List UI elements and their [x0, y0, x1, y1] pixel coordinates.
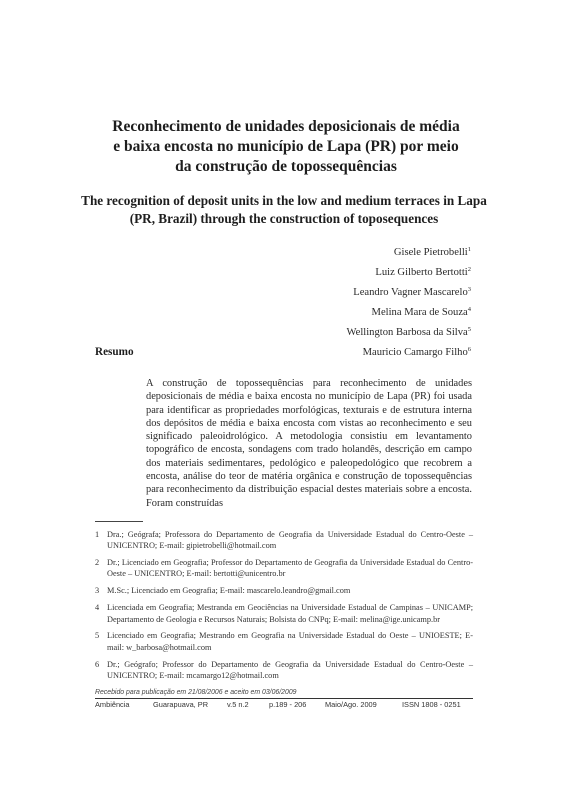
journal-date: Maio/Ago. 2009 — [325, 700, 377, 709]
footnote-text: Licenciada em Geografia; Mestranda em Geociências na Universidade Estadual de Campinas – UNICAMP; Departamento de Geologia e Recursos Naturais; Bolsista do CNPq; E-mail: melina@ige.unicamp.br — [107, 603, 473, 624]
journal-pages: p.189 - 206 — [269, 700, 307, 709]
journal-name: Ambiência — [95, 700, 130, 709]
received-date-note: Recebido para publicação em 21/08/2006 e aceito em 03/06/2009 — [95, 689, 297, 696]
footnote — [95, 630, 473, 653]
footnote-text: Dr.; Licenciado em Geografia; Professor do Departamento de Geografia da Universidade Estadual do Centro-Oeste – UNICENTRO; E-mail: bertotti@unicentro.br — [107, 558, 473, 579]
footnote-text: M.Sc.; Licenciado em Geografia; E-mail: mascarelo.leandro@gmail.com — [107, 586, 351, 596]
footnote-number: 4 — [95, 603, 100, 613]
journal-place: Guarapuava, PR — [153, 700, 209, 709]
journal-issn: ISSN 1808 - 0251 — [402, 700, 461, 709]
author: Leandro Vagner Mascarelo$^3$ — [353, 285, 471, 298]
author: Wellington Barbosa da Silva$^5$ — [346, 325, 471, 338]
footnote-text: Dra.; Geógrafa; Professora do Departamento de Geografia da Universidade Estadual do Centro-Oeste – UNICENTRO; E-mail: gipietrobelli@hotmail.com — [107, 530, 473, 551]
footnote-number: 5 — [95, 631, 100, 641]
footnote-number: 2 — [95, 558, 100, 568]
footnote — [95, 529, 473, 552]
abstract-heading: Resumo — [95, 346, 134, 358]
footnote-number: 6 — [95, 659, 100, 669]
author: Melina Mara de Souza$^4$ — [371, 305, 471, 318]
footnote-text: Licenciado em Geografia; Mestrando em Geografia na Universidade Estadual do Oeste – UNIOESTE; E-mail: w_barbosa@hotmail.com — [107, 631, 473, 652]
footnote — [95, 659, 473, 682]
author: Gisele Pietrobelli$^1$ — [393, 246, 471, 258]
footnote — [95, 557, 473, 580]
article-title-english: The recognition of deposit units in the low and medium terraces in Lapa (PR, Brazil) through the construction of toposequences — [81, 193, 487, 226]
author: Luiz Gilberto Bertotti$^2$ — [375, 265, 471, 278]
abstract-text: A construção de topossequências para reconhecimento de unidades deposicionais de média e baixa encosta no município de Lapa (PR) foi usada para identificar as propriedades morfológicas, texturais e de estrutura interna dos depósitos de média e baixa encosta com vistas ao reconhecimento e seu significado paleoidrológico. A metodologia consistiu em levantamento topográfico de encosta, sondagens com trado holandês, descrição em campo dos materiais sedimentares, pedológico e paleopedológico que recobrem a encosta, análise do teor de matéria orgânica e construção de topossequências para reconhecimento da distribuição espacial destes materiais sobre a encosta. Foram construídas — [146, 378, 472, 509]
journal-divider — [95, 698, 473, 699]
footnote-number: 1 — [95, 530, 100, 539]
journal-volume: v.5 n.2 — [227, 700, 249, 709]
footnote-number: 3 — [95, 586, 100, 596]
footnote-divider — [95, 521, 143, 522]
author: Mauricio Camargo Filho$^6$ — [362, 345, 471, 358]
article-title-portuguese: Reconhecimento de unidades deposicionais de média e baixa encosta no município de Lapa (PR) por meio da construção de topossequências — [112, 118, 460, 175]
footnote — [95, 585, 473, 596]
footnote-text: Dr.; Geógrafo; Professor do Departamento de Geografia da Universidade Estadual do Centro-Oeste – UNICENTRO; E-mail: mcamargo12@hotmail.com — [107, 659, 473, 680]
footnote — [95, 602, 473, 625]
footnotes — [95, 529, 473, 687]
author-list — [240, 242, 471, 361]
